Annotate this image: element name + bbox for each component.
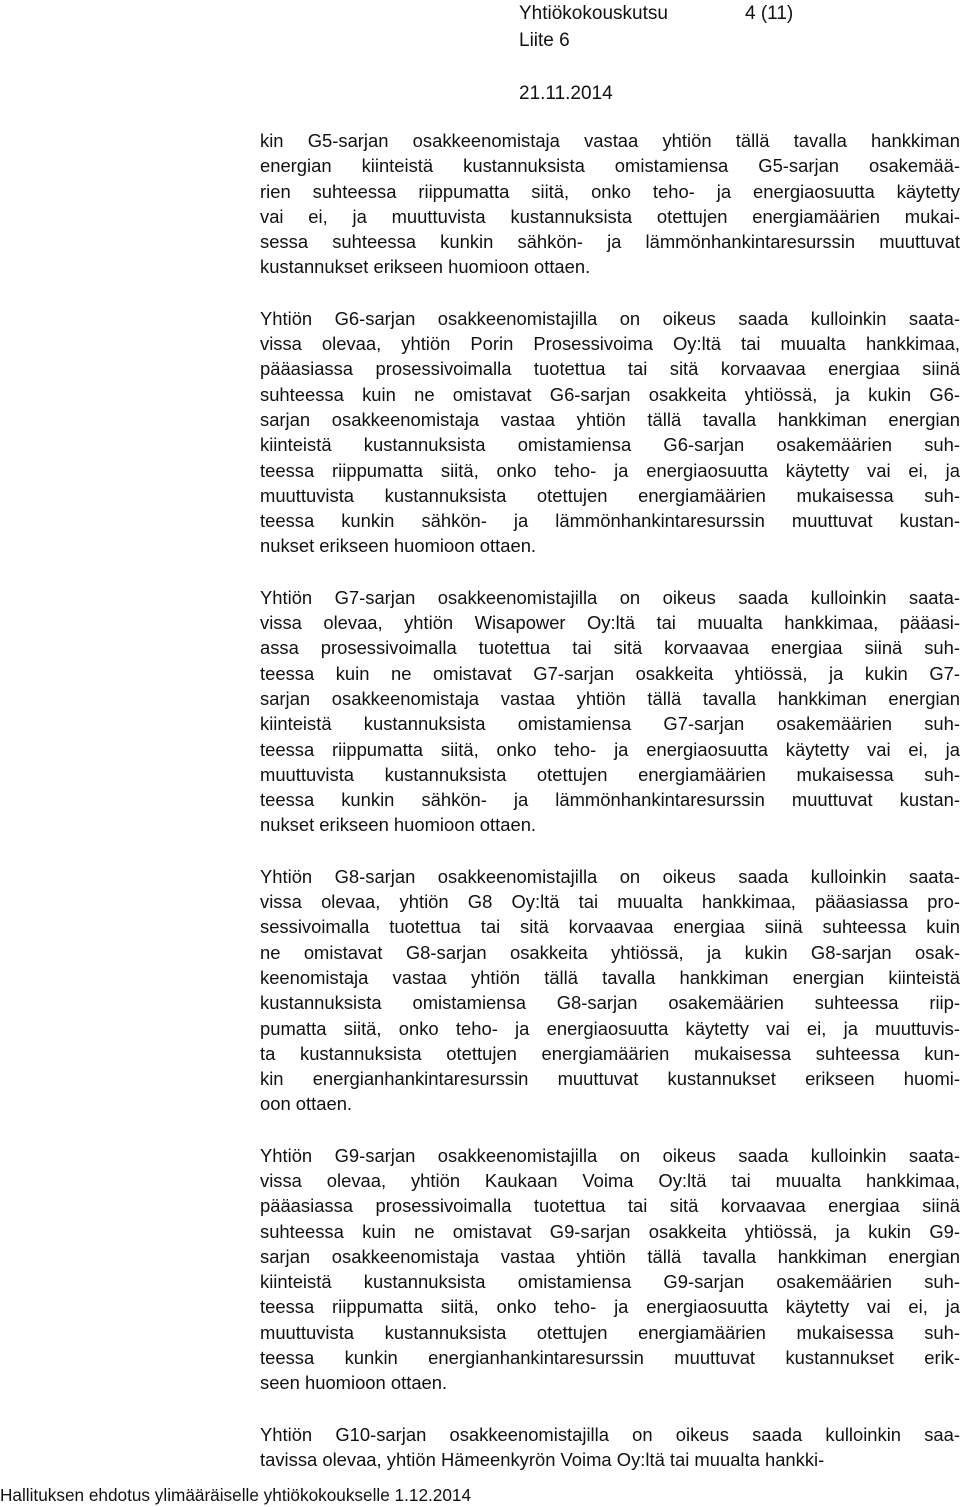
text-line: Yhtiön G6-sarjan osakkeenomistajilla on oikeus saada kulloinkin saata- [260,307,960,329]
text-line: teessa kunkin sähkön- ja lämmönhankintaresurssin muuttuvat kustan- [260,510,960,532]
text-line: pääasiassa prosessivoimalla tuotettua tai sitä korvaavaa energiaa siinä [260,358,960,380]
text-line: teessa riippumatta siitä, onko teho- ja energiaosuutta käytetty vai ei, ja [260,738,960,760]
text-line: sarjan osakkeenomistaja vastaa yhtiön tällä tavalla hankkiman energian [260,408,960,430]
text-line: seen huomioon ottaen. [260,1372,448,1394]
text-line: rien suhteessa riippumatta siitä, onko teho- ja energiaosuutta käytetty [260,180,960,202]
document-date: 21.11.2014 [519,83,613,104]
page-number: 4 (11) [745,3,794,24]
paragraph [260,864,960,1117]
document-body [260,128,960,1498]
text-line: Yhtiön G9-sarjan osakkeenomistajilla on oikeus saada kulloinkin saata- [260,1144,960,1166]
text-line: vissa olevaa, yhtiön Kaukaan Voima Oy:ltä tai muualta hankkimaa, [260,1169,960,1191]
paragraph [260,306,960,559]
text-line: Yhtiön G7-sarjan osakkeenomistajilla on oikeus saada kulloinkin saata- [260,586,960,608]
text-line: tavissa olevaa, yhtiön Hämeenkyrön Voima Oy:ltä tai muualta hankki- [260,1448,825,1470]
text-line: oon ottaen. [260,1093,353,1115]
paragraph [260,585,960,838]
text-line: teessa kuin ne omistavat G7-sarjan osakkeita yhtiössä, ja kukin G7- [260,662,960,684]
text-line: muuttuvista kustannuksista otettujen energiamäärien mukaisessa suh- [260,1321,960,1343]
text-line: ne omistavat G8-sarjan osakkeita yhtiössä, ja kukin G8-sarjan osak- [260,941,960,963]
text-line: sessa suhteessa kunkin sähkön- ja lämmönhankintaresurssin muuttuvat [260,231,960,253]
text-line: kiinteistä kustannuksista omistamiensa G7-sarjan osakemäärien suh- [260,713,960,735]
document-title: Yhtiökokouskutsu [519,3,668,24]
text-line: nukset erikseen huomioon ottaen. [260,814,537,836]
text-line: kiinteistä kustannuksista omistamiensa G9-sarjan osakemäärien suh- [260,1271,960,1293]
text-line: kiinteistä kustannuksista omistamiensa G6-sarjan osakemäärien suh- [260,434,960,456]
text-line: keenomistaja vastaa yhtiön tällä tavalla hankkiman energian kiinteistä [260,966,960,988]
page-header [519,0,793,107]
text-line: muuttuvista kustannuksista otettujen energiamäärien mukaisessa suh- [260,484,960,506]
paragraph [260,1143,960,1396]
text-line: suhteessa kuin ne omistavat G9-sarjan osakkeita yhtiössä, ja kukin G9- [260,1220,960,1242]
text-line: muuttuvista kustannuksista otettujen energiamäärien mukaisessa suh- [260,763,960,785]
text-line: energian kiinteistä kustannuksista omistamiensa G5-sarjan osakemää- [260,155,960,177]
text-line: nukset erikseen huomioon ottaen. [260,535,537,557]
text-line: sessivoimalla tuotettua tai sitä korvaavaa energiaa siinä suhteessa kuin [260,916,960,938]
text-line: kin G5-sarjan osakkeenomistaja vastaa yhtiön tällä tavalla hankkiman [260,130,960,151]
text-line: teessa kunkin energianhankintaresurssin muuttuvat kustannukset erik- [260,1347,960,1369]
text-line: sarjan osakkeenomistaja vastaa yhtiön tällä tavalla hankkiman energian [260,1245,960,1267]
paragraph [260,1422,960,1473]
text-line: vissa olevaa, yhtiön Wisapower Oy:ltä tai muualta hankkimaa, pääasi- [260,612,960,634]
text-line: Yhtiön G10-sarjan osakkeenomistajilla on oikeus saada kulloinkin saa- [260,1423,960,1445]
text-line: vissa olevaa, yhtiön Porin Prosessivoima Oy:ltä tai muualta hankkimaa, [260,333,960,355]
text-line: sarjan osakkeenomistaja vastaa yhtiön tällä tavalla hankkiman energian [260,687,960,709]
text-line: suhteessa kuin ne omistavat G6-sarjan osakkeita yhtiössä, ja kukin G6- [260,383,960,405]
paragraph [260,128,960,280]
text-line: pumatta siitä, onko teho- ja energiaosuutta käytetty vai ei, ja muuttuvis- [260,1017,960,1039]
text-line: kustannuksista omistamiensa G8-sarjan osakemäärien suhteessa riip- [260,992,960,1014]
text-line: vai ei, ja muuttuvista kustannuksista otettujen energiamäärien mukai- [260,205,960,227]
text-line: assa prosessivoimalla tuotettua tai sitä korvaavaa energiaa siinä suh- [260,637,960,659]
text-line: kustannukset erikseen huomioon ottaen. [260,256,591,278]
text-line: teessa riippumatta siitä, onko teho- ja energiaosuutta käytetty vai ei, ja [260,459,960,481]
header-row [519,0,793,27]
text-line: Yhtiön G8-sarjan osakkeenomistajilla on oikeus saada kulloinkin saata- [260,865,960,887]
text-line: vissa olevaa, yhtiön G8 Oy:ltä tai muualta hankkimaa, pääasiassa pro- [260,891,960,913]
text-line: teessa kunkin sähkön- ja lämmönhankintaresurssin muuttuvat kustan- [260,789,960,811]
text-line: ta kustannuksista otettujen energiamäärien mukaisessa suhteessa kun- [260,1042,960,1064]
attachment-label: Liite 6 [519,30,570,51]
text-line: kin energianhankintaresurssin muuttuvat kustannukset erikseen huomi- [260,1068,960,1090]
page-footer: Hallituksen ehdotus ylimääräiselle yhtiökokoukselle 1.12.2014 [0,1485,472,1505]
text-line: teessa riippumatta siitä, onko teho- ja energiaosuutta käytetty vai ei, ja [260,1296,960,1318]
text-line: pääasiassa prosessivoimalla tuotettua tai sitä korvaavaa energiaa siinä [260,1195,960,1217]
